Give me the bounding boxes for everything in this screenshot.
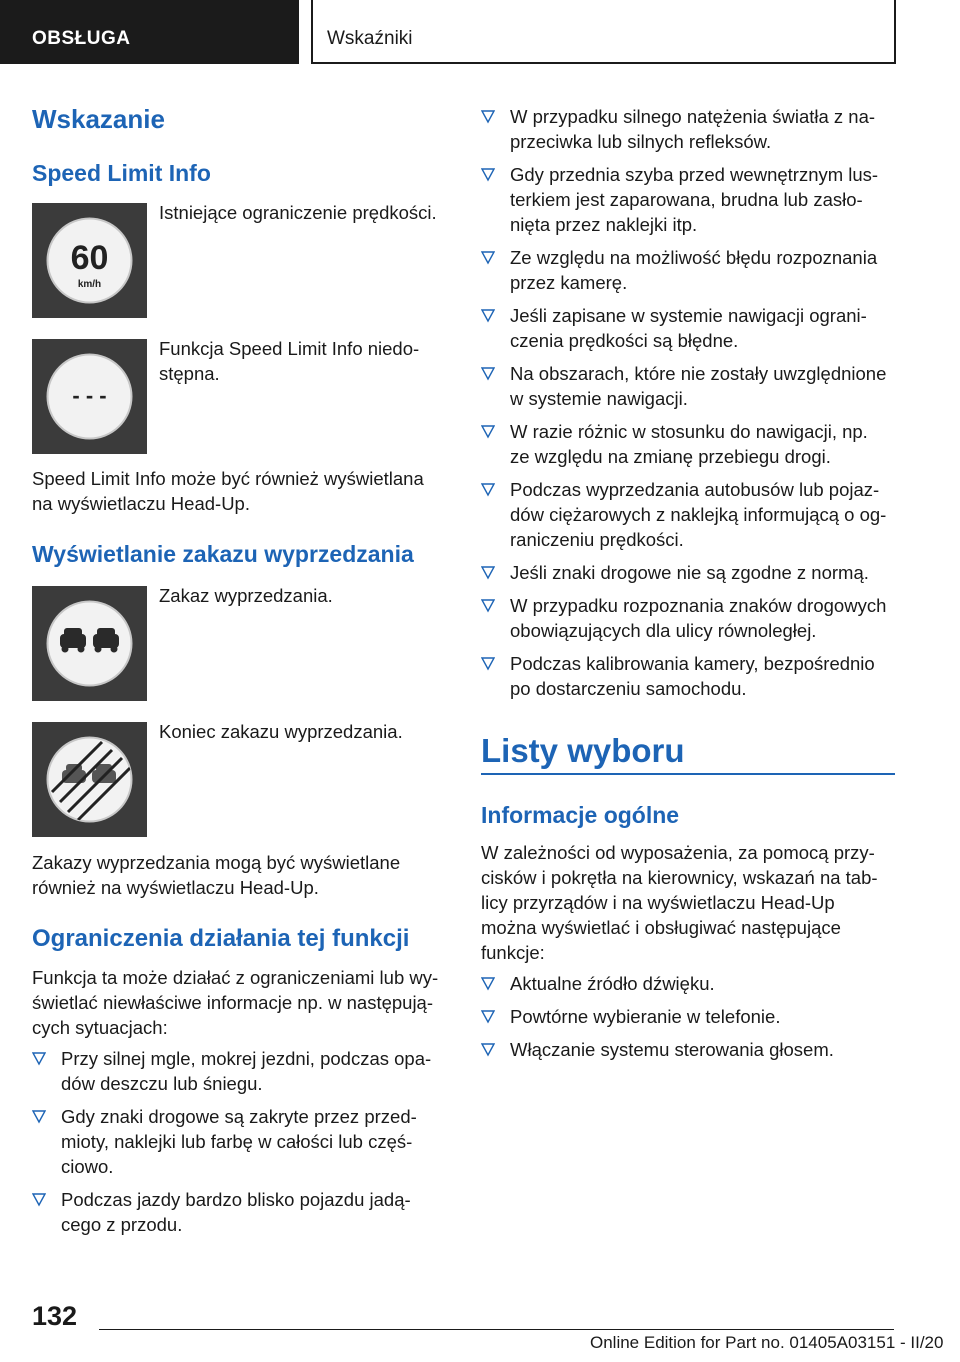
list-item-line: terkiem jest zaparowana, brudna lub zasło- — [510, 189, 863, 210]
list-item — [32, 1104, 452, 1179]
bullet-triangle-icon — [481, 1007, 495, 1025]
list-item-line: ze względu na zmianę przebiegu drogi. — [510, 446, 831, 467]
bullet-triangle-icon — [481, 364, 495, 382]
list-item — [481, 104, 901, 154]
list-item-line: W przypadku rozpoznania znaków drogowych — [510, 595, 887, 616]
speed-limit-60-sign-image — [32, 203, 147, 318]
speed-limit-heading: Speed Limit Info — [32, 160, 211, 186]
speed-limit-sign1-text: Istniejące ograniczenie prędkości. — [159, 202, 437, 223]
list-item-line: ciowo. — [61, 1156, 114, 1177]
list-item-line: Podczas wyprzedzania autobusów lub pojaz- — [510, 479, 880, 500]
bullet-triangle-icon — [481, 480, 495, 498]
list-item-line: W przypadku silnego natężenia światła z na- — [510, 106, 876, 127]
page-title: Wskazanie — [32, 104, 165, 134]
list-item-line: w systemie nawigacji. — [510, 388, 688, 409]
speed-limit-unavailable-icon — [32, 339, 147, 454]
list-item — [481, 593, 901, 643]
general-info-line: funkcje: — [481, 942, 545, 963]
speed-limit-sign2-text: Funkcja Speed Limit Info niedo- stępna. — [159, 338, 420, 384]
speed-limit-sign-icon — [32, 203, 147, 318]
bullet-triangle-icon — [481, 974, 495, 992]
list-item-line: Włączanie systemu sterowania głosem. — [510, 1039, 834, 1060]
limits-list-left — [32, 1046, 452, 1245]
list-item — [481, 651, 901, 701]
bullet-triangle-icon — [481, 107, 495, 125]
overtaking-heading: Wyświetlanie zakazu wyprzedzania — [32, 541, 414, 567]
limits-intro: Funkcja ta może działać z ograniczeniami lub wy- świetlać niewłaściwe informacje np. w następują- cych sytuacjach: — [32, 967, 439, 1038]
bullet-triangle-icon — [481, 654, 495, 672]
list-item — [481, 419, 901, 469]
list-item — [481, 1037, 901, 1062]
list-item — [481, 245, 901, 295]
list-item-line: Jeśli zapisane w systemie nawigacji ograni- — [510, 305, 867, 326]
speed-limit-unavailable-sign-image — [32, 339, 147, 454]
speed-limit-hud-note: Speed Limit Info może być również wyświetlana na wyświetlaczu Head-Up. — [32, 468, 424, 514]
list-item-line: dów ciężarowych z naklejką informującą o og- — [510, 504, 887, 525]
list-item-line: nięta przez naklejki itp. — [510, 214, 698, 235]
bullet-triangle-icon — [481, 165, 495, 183]
list-item-line: W razie różnic w stosunku do nawigacji, np. — [510, 421, 868, 442]
general-info-text — [481, 840, 878, 965]
bullet-triangle-icon — [481, 248, 495, 266]
list-item-line: Ze względu na możliwość błędu rozpoznania — [510, 247, 878, 268]
list-item — [481, 477, 901, 552]
list-item-line: Podczas kalibrowania kamery, bezpośrednio — [510, 653, 875, 674]
list-item-line: przez kamerę. — [510, 272, 628, 293]
list-item-line: dów deszczu lub śniegu. — [61, 1073, 263, 1094]
no-overtaking-icon — [32, 586, 147, 701]
limits-heading: Ograniczenia działania tej funkcji — [32, 925, 410, 952]
list-item-line: cego z przodu. — [61, 1214, 183, 1235]
section-title: Listy wyboru — [481, 732, 685, 769]
general-info-heading: Informacje ogólne — [481, 802, 680, 828]
no-overtaking-text: Zakaz wyprzedzania. — [159, 585, 333, 606]
bullet-triangle-icon — [481, 563, 495, 581]
general-info-line: można wyświetlać i obsługiwać następujące — [481, 917, 841, 938]
footer-edition: Online Edition for Part no. 01405A03151 - II/20 — [590, 1333, 944, 1352]
list-item — [481, 361, 901, 411]
no-overtaking-sign-image — [32, 586, 147, 701]
list-item-line: mioty, naklejki lub farbę w całości lub częś- — [61, 1131, 413, 1152]
limits-list-right — [481, 104, 901, 709]
list-item — [481, 162, 901, 237]
end-no-overtaking-text: Koniec zakazu wyprzedzania. — [159, 721, 403, 742]
header-chapter-tab: Wskaźniki — [311, 0, 896, 64]
list-item-line: Gdy znaki drogowe są zakryte przez przed- — [61, 1106, 417, 1127]
list-item — [32, 1187, 452, 1237]
list-item-line: Gdy przednia szyba przed wewnętrznym lus- — [510, 164, 879, 185]
end-no-overtaking-sign-image — [32, 722, 147, 837]
list-item-line: Aktualne źródło dźwięku. — [510, 973, 715, 994]
general-info-line: W zależności od wyposażenia, za pomocą przy- — [481, 842, 875, 863]
list-item-line: po dostarczeniu samochodu. — [510, 678, 747, 699]
list-item — [32, 1046, 452, 1096]
list-item — [481, 303, 901, 353]
end-no-overtaking-icon — [32, 722, 147, 837]
list-item — [481, 1004, 901, 1029]
list-item-line: obowiązujących dla ulicy równoległej. — [510, 620, 817, 641]
list-item-line: Podczas jazdy bardzo blisko pojazdu jadą- — [61, 1189, 411, 1210]
list-item-line: Powtórne wybieranie w telefonie. — [510, 1006, 781, 1027]
speed-limit-value: 60 — [70, 239, 109, 277]
speed-limit-unit: km/h — [77, 279, 102, 290]
bullet-triangle-icon — [32, 1107, 46, 1125]
bullet-triangle-icon — [32, 1049, 46, 1067]
general-info-line: licy przyrządów i na wyświetlaczu Head-Up — [481, 892, 835, 913]
bullet-triangle-icon — [481, 306, 495, 324]
header-section-tab: OBSŁUGA — [0, 0, 299, 64]
bullet-triangle-icon — [481, 422, 495, 440]
bullet-triangle-icon — [32, 1190, 46, 1208]
list-item — [481, 971, 901, 996]
list-item-line: Przy silnej mgle, mokrej jezdni, podczas opa- — [61, 1048, 432, 1069]
list-item-line: Na obszarach, które nie zostały uwzględnione — [510, 363, 887, 384]
list-item-line: raniczeniu prędkości. — [510, 529, 684, 550]
section-title-rule — [481, 773, 895, 775]
footer-rule — [99, 1329, 894, 1330]
speed-limit-unavailable-value: - - - — [72, 383, 107, 408]
overtaking-hud-note: Zakazy wyprzedzania mogą być wyświetlane również na wyświetlaczu Head-Up. — [32, 852, 401, 898]
page-number: 132 — [32, 1301, 78, 1331]
list-item-line: Jeśli znaki drogowe nie są zgodne z normą. — [510, 562, 869, 583]
bullet-triangle-icon — [481, 1040, 495, 1058]
list-item-line: przeciwka lub silnych refleksów. — [510, 131, 772, 152]
bullet-triangle-icon — [481, 596, 495, 614]
list-item — [481, 560, 901, 585]
general-info-line: cisków i pokrętła na kierownicy, wskazań na tab- — [481, 867, 878, 888]
list-item-line: czenia prędkości są błędne. — [510, 330, 739, 351]
general-info-list — [481, 971, 901, 1070]
